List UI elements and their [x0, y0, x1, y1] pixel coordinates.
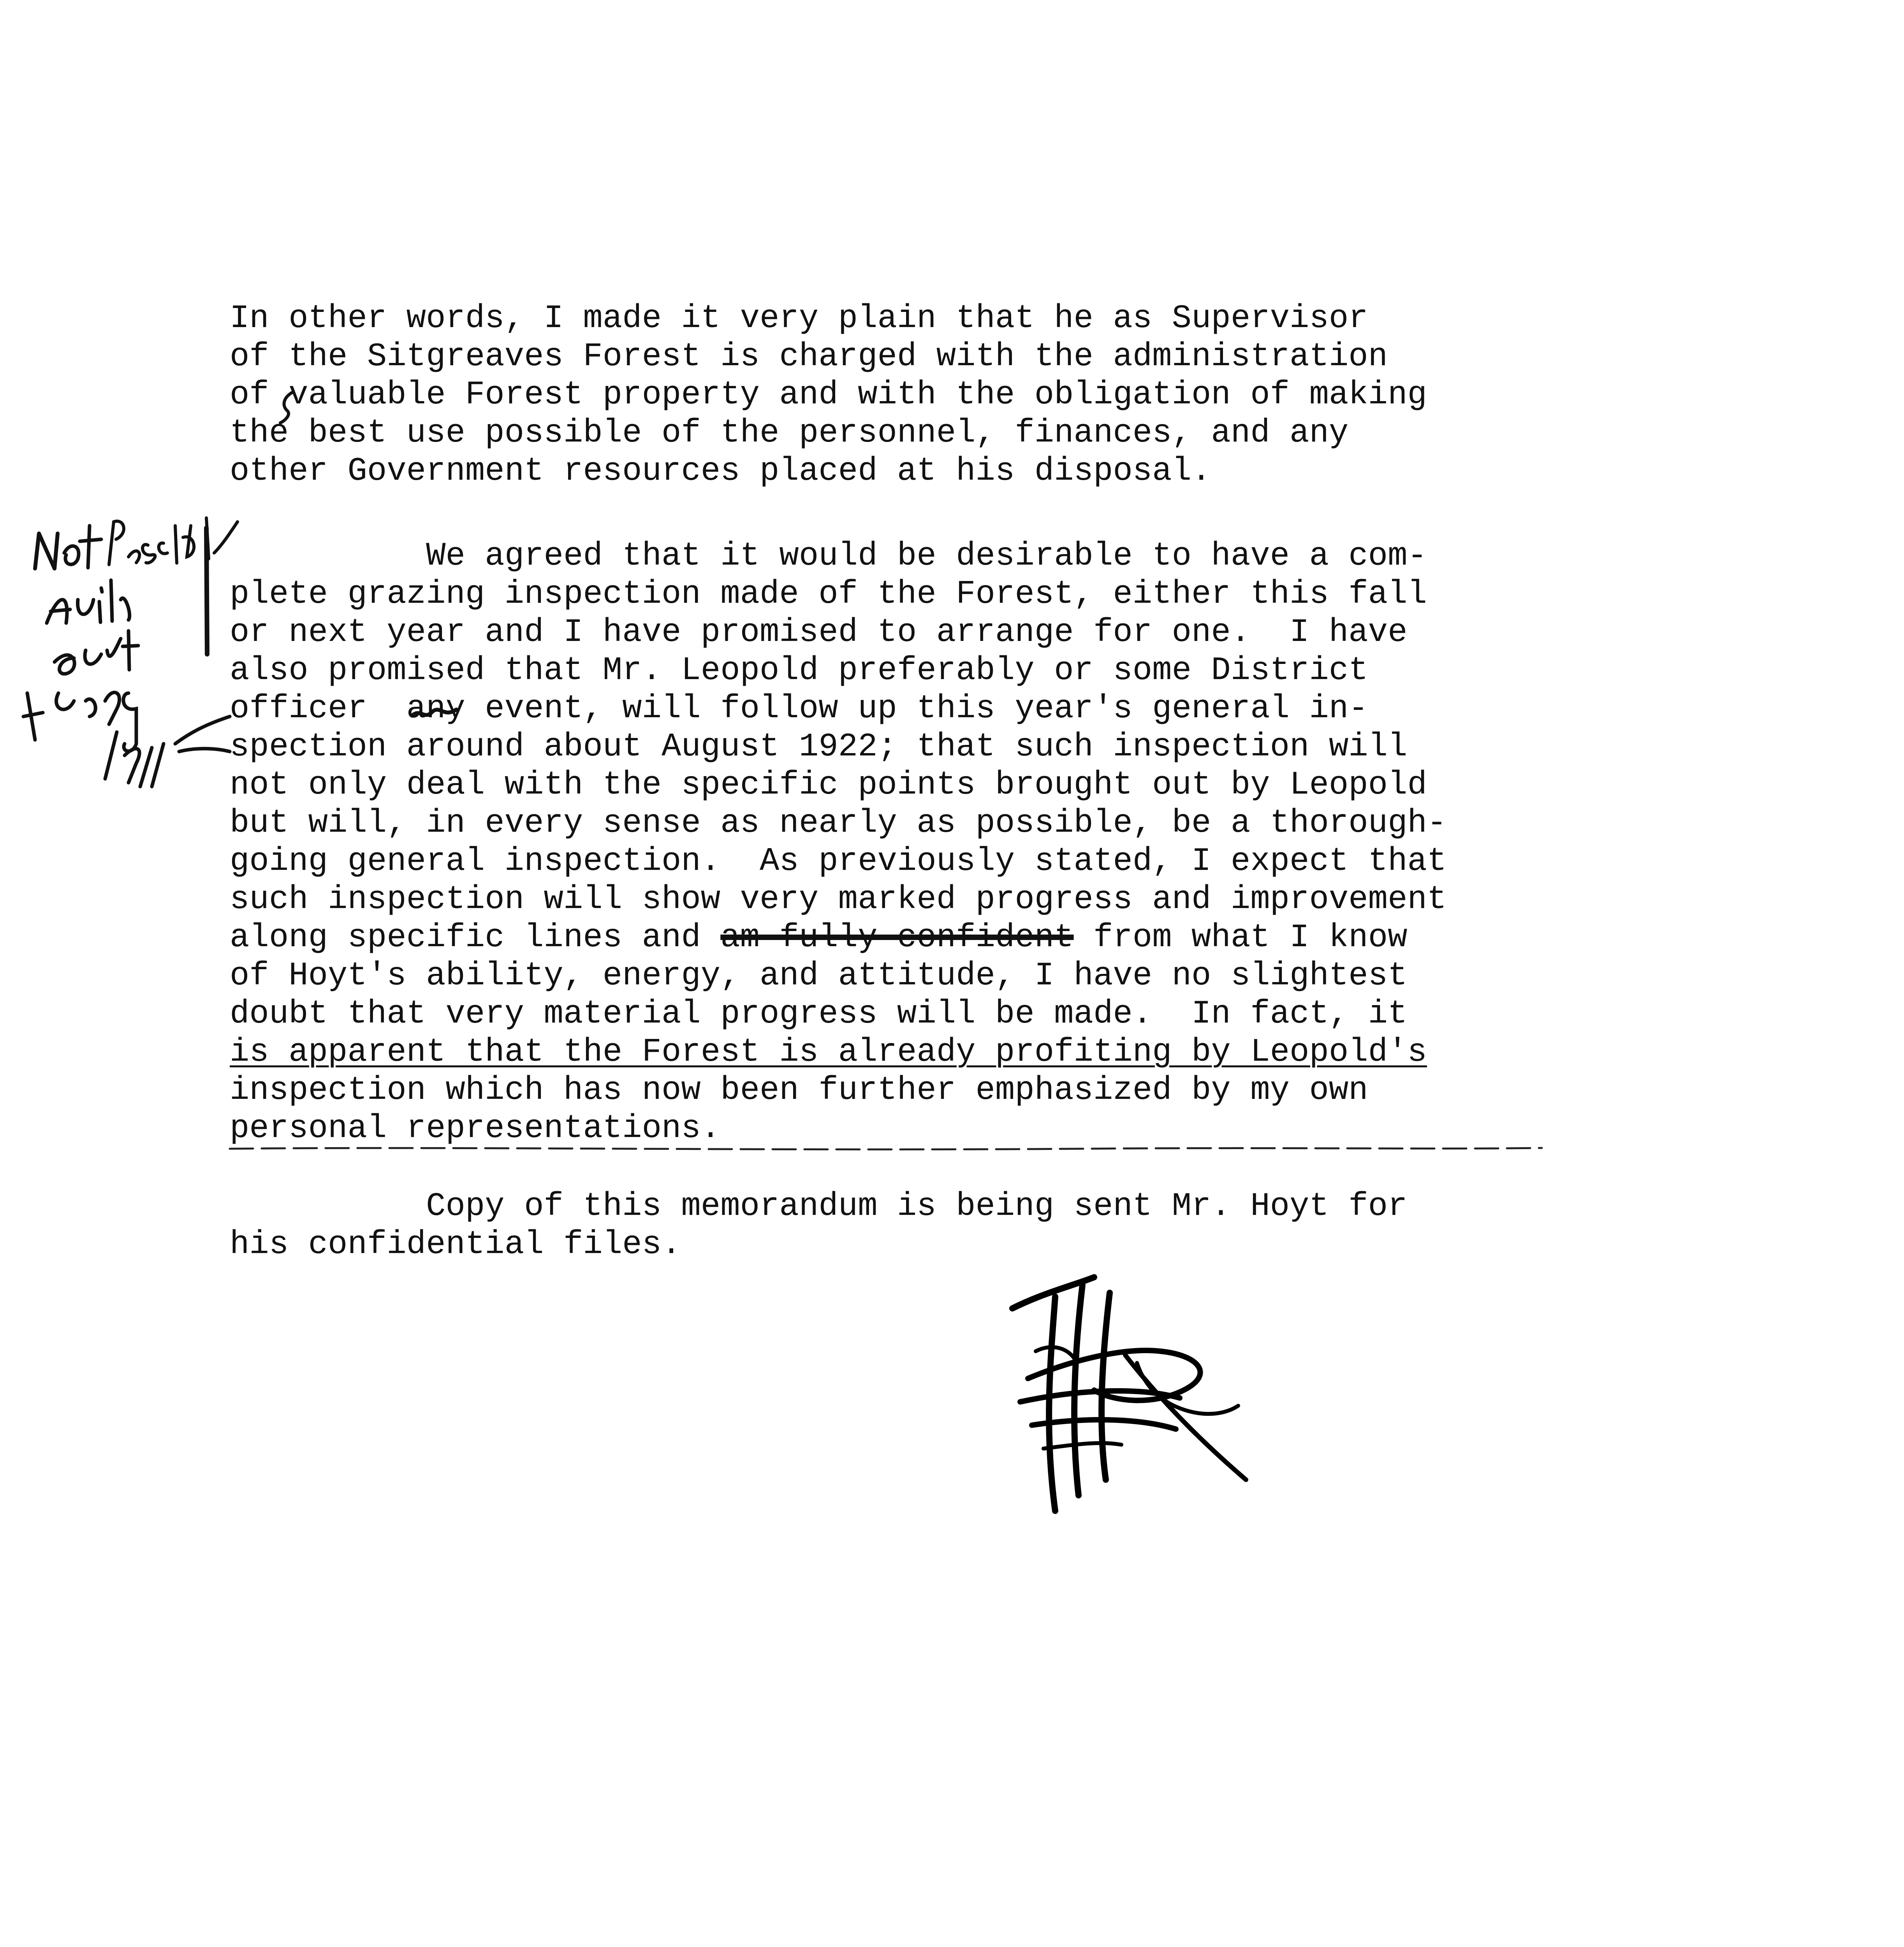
text-line: personal representations.: [230, 1110, 721, 1147]
text-line: of valuable Forest property and with the obligation of making: [230, 377, 1427, 414]
text-line: such inspection will show very marked progress and improvement: [230, 881, 1447, 918]
handwritten-margin-note: [12, 475, 253, 794]
text-line: doubt that very material progress will be made. In fact, it: [230, 996, 1408, 1033]
text-line: of Hoyt's ability, energy, and attitude, I have no slightest: [230, 958, 1408, 995]
text-line: going general inspection. As previously stated, I expect that: [230, 843, 1447, 880]
scribble-mark: [409, 701, 459, 724]
text-line: or next year and I have promised to arrange for one. I have: [230, 614, 1408, 651]
paragraph-copy-notice: [230, 1188, 1408, 1264]
text-line: the best use possible of the personnel, finances, and any: [230, 415, 1349, 452]
underlined-text-line: is apparent that the Forest is already profiting by Leopold's: [230, 1034, 1427, 1071]
text-run: along specific lines and: [230, 919, 721, 956]
text-line: Copy of this memorandum is being sent Mr. Hoyt for: [230, 1188, 1408, 1225]
insertion-caret-mark: [276, 389, 296, 424]
text-line: his confidential files.: [230, 1226, 681, 1263]
text-line: inspection which has now been further emphasized by my own: [230, 1072, 1368, 1109]
text-line: other Government resources placed at his disposal.: [230, 453, 1211, 490]
struck-out-text: am fully confident: [720, 919, 1074, 956]
handwritten-signature: [997, 1262, 1269, 1519]
paragraph-grazing-inspection: [230, 537, 1446, 1148]
text-line: not only deal with the specific points brought out by Leopold: [230, 767, 1427, 804]
text-line: In other words, I made it very plain that he as Supervisor: [230, 300, 1368, 337]
text-line: We agreed that it would be desirable to have a com-: [230, 538, 1427, 575]
text-line: but will, in every sense as nearly as possible, be a thorough-: [230, 805, 1447, 842]
text-run: from what I know: [1073, 919, 1408, 956]
handwritten-underline-mark: [226, 1137, 1550, 1160]
text-line-with-strikeout: [230, 919, 1446, 957]
text-line: also promised that Mr. Leopold preferably or some District: [230, 652, 1368, 689]
text-line: plete grazing inspection made of the Forest, either this fall: [230, 576, 1427, 613]
text-line: officer any event, will follow up this year's general in-: [230, 690, 1368, 727]
text-line: of the Sitgreaves Forest is charged with the administration: [230, 338, 1388, 375]
paragraph-supervisor-obligation: [230, 300, 1427, 491]
text-line: spection around about August 1922; that such inspection will: [230, 729, 1408, 766]
